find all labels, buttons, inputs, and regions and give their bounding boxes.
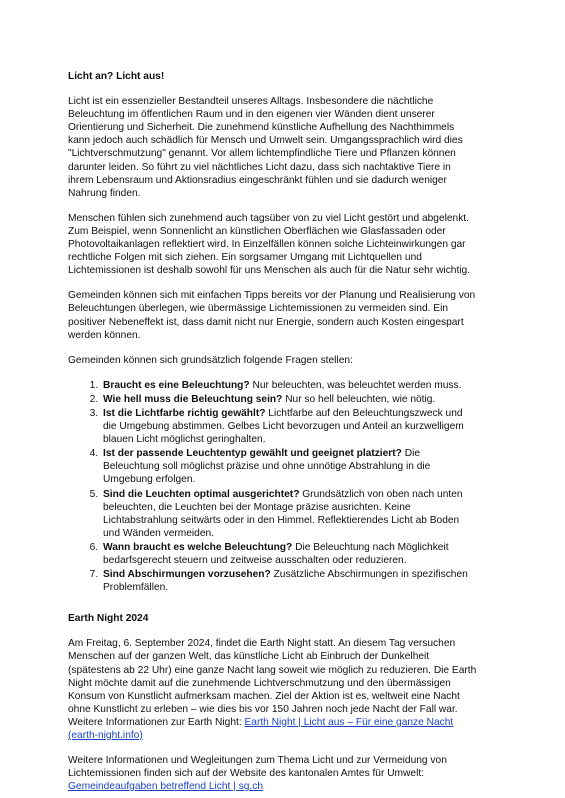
paragraph-intro: Licht ist ein essenzieller Bestandteil unseres Alltags. Insbesondere die nächtliche Beleuchtung im öffentlichen Raum und in den eigenen vier Wänden dient unserer Orientierung und Sicherheit. Die zunehmend künstliche Aufhellung des Nachthimmels kann jedoch auch schädlich für Mensch und Umwelt sein. Umgangssprachlich wird dies "Lichtverschmutzung" genannt. Vor allem lichtempfindliche Tiere und Pflanzen können darunter leiden. So führt zu viel nächtliches Licht dazu, dass sich nachtaktive Tiere in ihrem Lebensraum und Aktionsradius eingeschränkt fühlen und sie dadurch weniger Nahrung finden. xyxy=(68,96,463,199)
answer-text: Nur so hell beleuchten, wie nötig. xyxy=(282,393,436,405)
paragraph-earth-night xyxy=(68,637,477,742)
list-item xyxy=(101,488,477,540)
answer-text: Die Beleuchtung soll möglichst präzise und ohne unnötige Abstrahlung in die Umgebung erfolgen. xyxy=(103,448,431,486)
section-title-licht: Licht an? Licht aus! xyxy=(68,71,165,82)
answer-text: Die Beleuchtung nach Möglichkeit bedarfsgerecht steuern und zeitweise ausschalten oder reduzieren. xyxy=(103,541,449,566)
answer-text: Grundsätzlich von oben nach unten beleuchten, die Leuchten bei der Montage präzise ausrichten. Keine Lichtabstrahlung seitwärts oder in den Himmel. Reflektierendes Licht ab Boden und Wänden vermeiden. xyxy=(103,488,463,539)
list-item xyxy=(101,379,477,392)
earth-night-link[interactable]: Earth Night | Licht aus – Für eine ganze Nacht (earth-night.info) xyxy=(68,716,454,742)
earth-night-text: Am Freitag, 6. September 2024, findet die Earth Night statt. An diesem Tag versuchen Menschen auf der ganzen Welt, das künstliche Licht ab Einbruch der Dunkelheit (spätestens ab 22 Uhr) eine ganze Nacht lang soweit wie möglich zu reduzieren. Die Earth Night möchte damit auf die zunehmende Lichtverschmutzung und den übermässigen Konsum von Kunstlicht aufmerksam machen. Ziel der Aktion ist es, weltweit eine Nacht ohne Kunstlicht zu erleben – wie dies bis vor 150 Jahren noch jede Nacht der Fall war. Weitere Informationen zur Earth Night: xyxy=(68,638,477,728)
question-text: Braucht es eine Beleuchtung? xyxy=(103,379,250,391)
answer-text: Lichtfarbe auf den Beleuchtungszweck und die Umgebung abstimmen. Gelbes Licht bevorzugen und Anteil an kurzwelligem blauen Licht möglichst geringhalten. xyxy=(103,407,464,446)
list-item xyxy=(101,407,477,446)
sg-ch-link[interactable]: Gemeindeaufgaben betreffend Licht | sg.ch xyxy=(68,781,264,793)
question-text: Wie hell muss die Beleuchtung sein? xyxy=(103,393,283,405)
questions-list xyxy=(68,379,477,595)
list-item xyxy=(101,393,477,406)
further-info-text: Weitere Informationen und Wegleitungen zum Thema Licht und zur Vermeidung von Lichtemissionen finden sich auf der Website des kantonalen Amtes für Umwelt: xyxy=(68,755,447,780)
question-text: Wann braucht es welche Beleuchtung? xyxy=(103,541,293,553)
paragraph-daytime-light: Menschen fühlen sich zunehmend auch tagsüber von zu viel Licht gestört und abgelenkt. Zum Beispiel, wenn Sonnenlicht an künstlichen Oberflächen wie Glasfassaden oder Photovoltaikanlagen reflektiert wird. In Einzelfällen können solche Lichteinwirkungen gar rechtliche Folgen mit sich ziehen. Ein sorgsamer Umgang mit Lichtquellen und Lichtemissionen ist deshalb sowohl für uns Menschen als auch für die Natur sehr wichtig. xyxy=(68,212,471,277)
question-text: Sind die Leuchten optimal ausgerichtet? xyxy=(103,488,300,500)
paragraph-further-info xyxy=(68,754,477,793)
question-text: Ist die Lichtfarbe richtig gewählt? xyxy=(103,407,266,419)
section-title-earth-night: Earth Night 2024 xyxy=(68,613,149,625)
question-text: Ist der passende Leuchtentyp gewählt und geeignet platziert? xyxy=(103,448,402,460)
list-item xyxy=(101,541,477,567)
question-text: Sind Abschirmungen vorzusehen? xyxy=(103,569,271,581)
answer-text: Zusätzliche Abschirmungen in spezifischen Problemfällen. xyxy=(103,569,468,594)
list-item xyxy=(101,447,477,486)
list-item xyxy=(101,568,477,594)
list-intro: Gemeinden können sich grundsätzlich folgende Fragen stellen: xyxy=(68,354,353,366)
paragraph-municipal-tips: Gemeinden können sich mit einfachen Tipps bereits vor der Planung und Realisierung von Beleuchtungen überlegen, wie übermässige Lichtemissionen zu vermeiden sind. Ein positiver Nebeneffekt ist, dass damit nicht nur Energie, sondern auch Kosten eingespart werden können. xyxy=(68,290,476,341)
answer-text: Nur beleuchten, was beleuchtet werden muss. xyxy=(249,379,462,391)
